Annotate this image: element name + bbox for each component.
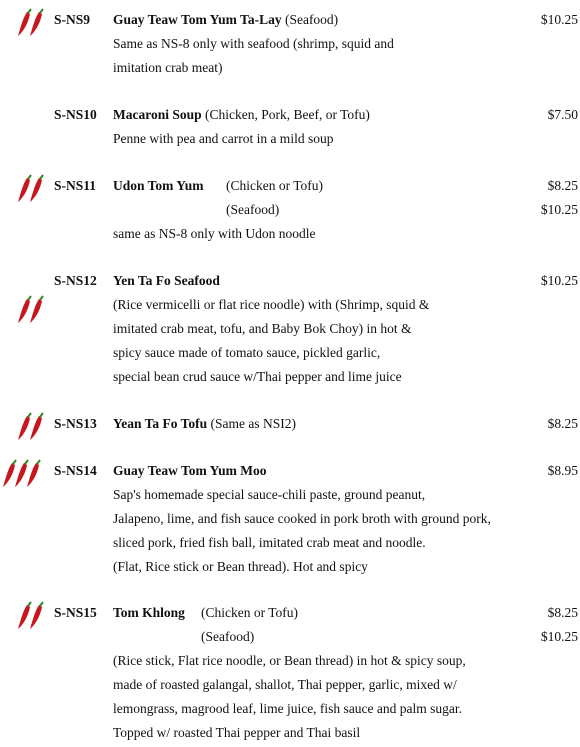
item-price: $8.25 bbox=[547, 605, 578, 620]
item-price: $10.25 bbox=[540, 273, 578, 288]
item-name: Macaroni Soup bbox=[113, 107, 202, 122]
item-code: S-NS10 bbox=[54, 107, 97, 122]
item-name-line bbox=[113, 416, 296, 432]
chili-pepper-icon bbox=[16, 8, 52, 40]
item-name: Tom Khlong bbox=[113, 605, 185, 620]
item-name: Yean Ta Fo Tofu bbox=[113, 416, 208, 431]
item-option-2: (Seafood) bbox=[226, 202, 280, 217]
item-price: $10.25 bbox=[540, 12, 578, 27]
item-option: (Chicken or Tofu) bbox=[226, 178, 324, 193]
item-option: (Seafood) bbox=[284, 12, 339, 27]
item-description-line: Penne with pea and carrot in a mild soup bbox=[113, 131, 334, 146]
item-name-line bbox=[113, 463, 267, 479]
chili-pepper-icon bbox=[16, 412, 52, 444]
item-description-line: lemongrass, magrood leaf, lime juice, fish sauce and palm sugar. bbox=[113, 701, 463, 716]
item-description-line: imitation crab meat) bbox=[113, 60, 223, 75]
item-price: $7.50 bbox=[547, 107, 578, 122]
item-description-line: sliced pork, fried fish ball, imitated crab meat and noodle. bbox=[113, 535, 426, 550]
chili-pepper-icon bbox=[16, 601, 52, 633]
item-name-line bbox=[113, 107, 370, 123]
item-price: $8.25 bbox=[547, 416, 578, 431]
item-description-line: Topped w/ roasted Thai pepper and Thai basil bbox=[113, 725, 361, 740]
item-option-2: (Seafood) bbox=[201, 629, 255, 644]
item-description-line: spicy sauce made of tomato sauce, pickled garlic, bbox=[113, 345, 381, 360]
item-name: Guay Teaw Tom Yum Ta-Lay bbox=[113, 12, 282, 27]
item-name: Guay Teaw Tom Yum Moo bbox=[113, 463, 267, 478]
chili-pepper-icon bbox=[16, 295, 52, 327]
item-description-line: made of roasted galangal, shallot, Thai pepper, garlic, mixed w/ bbox=[113, 677, 457, 692]
item-description-line: Jalapeno, lime, and fish sauce cooked in pork broth with ground pork, bbox=[113, 511, 491, 526]
item-name: Yen Ta Fo Seafood bbox=[113, 273, 220, 288]
item-name-line bbox=[113, 178, 204, 194]
item-price-2: $10.25 bbox=[540, 629, 578, 644]
item-name-line bbox=[113, 273, 220, 289]
item-description-line: same as NS-8 only with Udon noodle bbox=[113, 226, 316, 241]
item-name-line bbox=[113, 605, 185, 621]
item-price: $8.25 bbox=[547, 178, 578, 193]
item-code: S-NS15 bbox=[54, 605, 97, 620]
item-name: Udon Tom Yum bbox=[113, 178, 204, 193]
item-code: S-NS11 bbox=[54, 178, 97, 193]
item-name-line bbox=[113, 12, 338, 28]
item-code: S-NS13 bbox=[54, 416, 97, 431]
item-code: S-NS12 bbox=[54, 273, 97, 288]
chili-pepper-icon bbox=[1, 459, 51, 491]
item-option: (Chicken, Pork, Beef, or Tofu) bbox=[205, 107, 370, 122]
item-description-line: Same as NS-8 only with seafood (shrimp, squid and bbox=[113, 36, 394, 51]
item-description-line: special bean crud sauce w/Thai pepper and lime juice bbox=[113, 369, 402, 384]
item-description-line: (Rice vermicelli or flat rice noodle) with (Shrimp, squid & bbox=[113, 297, 430, 312]
item-price: $8.95 bbox=[547, 463, 578, 478]
item-description-line: imitated crab meat, tofu, and Baby Bok Choy) in hot & bbox=[113, 321, 412, 336]
item-option: (Same as NSI2) bbox=[210, 416, 297, 431]
item-description-line: Sap's homemade special sauce-chili paste, ground peanut, bbox=[113, 487, 426, 502]
item-description-line: (Flat, Rice stick or Bean thread). Hot and spicy bbox=[113, 559, 368, 574]
item-code: S-NS14 bbox=[54, 463, 97, 478]
item-option: (Chicken or Tofu) bbox=[201, 605, 299, 620]
chili-pepper-icon bbox=[16, 174, 52, 206]
item-code: S-NS9 bbox=[54, 12, 91, 27]
item-description-line: (Rice stick, Flat rice noodle, or Bean thread) in hot & spicy soup, bbox=[113, 653, 466, 668]
item-price-2: $10.25 bbox=[540, 202, 578, 217]
